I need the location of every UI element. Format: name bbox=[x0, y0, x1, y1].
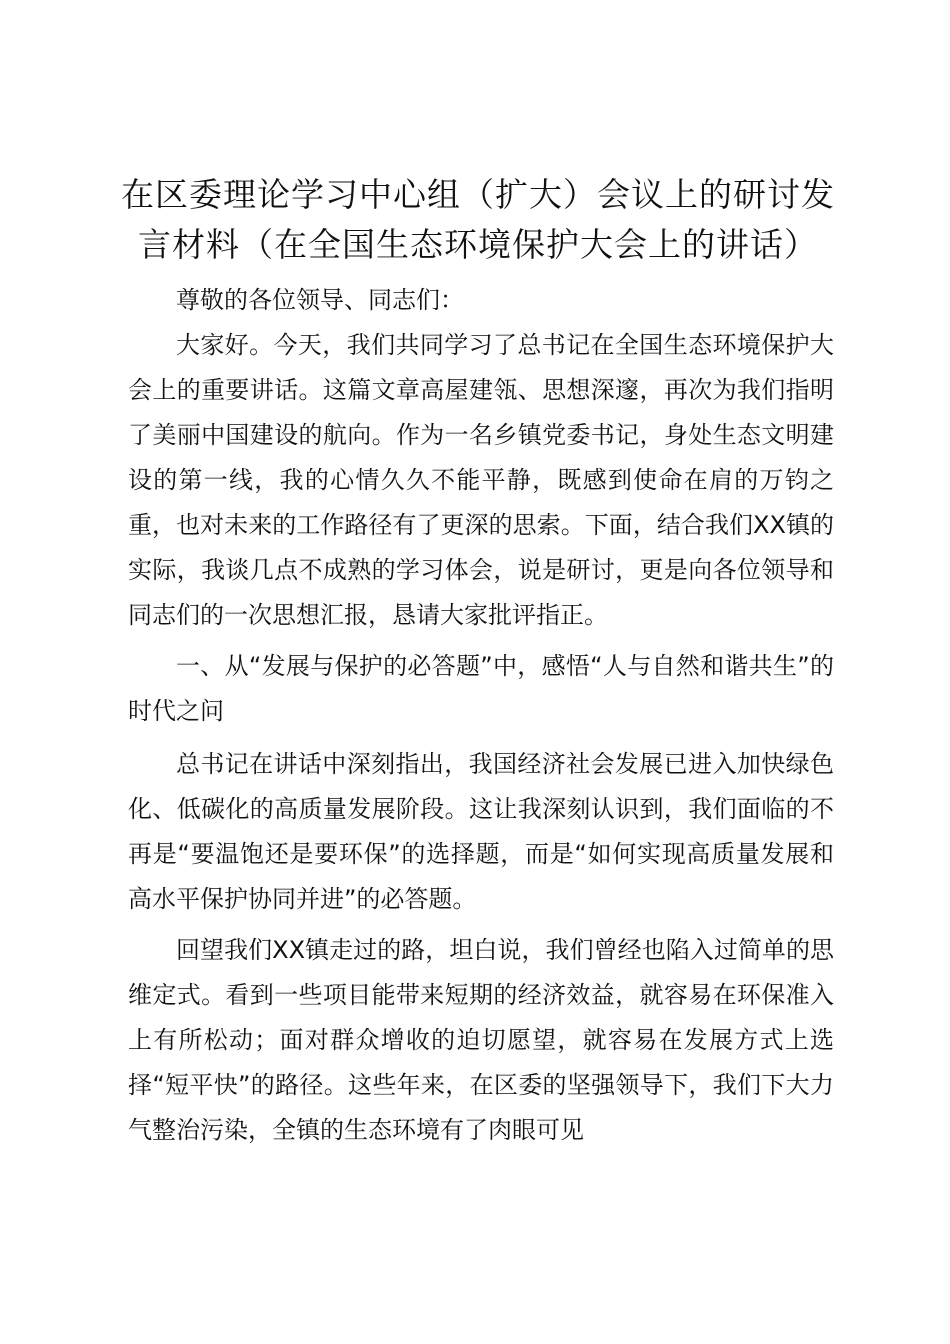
document-title bbox=[118, 170, 838, 270]
body-paragraph-1: 总书记在讲话中深刻指出，我国经济社会发展已进入加快绿色化、低碳化的高质量发展阶段。这让我深刻认识到，我们面临的不再是“要温饱还是要环保”的选择题，而是“如何实现高质量发展和高水平保护协同并进”的必答题。 bbox=[128, 750, 834, 913]
document-body bbox=[128, 278, 834, 1159]
title-line-1: 在区委理论学习中心组（扩大）会议上的研讨发 bbox=[121, 175, 835, 214]
title-line-2: 言材料（在全国生态环境保护大会上的讲话） bbox=[138, 225, 818, 264]
salutation-paragraph: 尊敬的各位领导、同志们： bbox=[176, 286, 464, 314]
opening-paragraph: 大家好。今天，我们共同学习了总书记在全国生态环境保护大会上的重要讲话。这篇文章高屋建瓴、思想深邃，再次为我们指明了美丽中国建设的航向。作为一名乡镇党委书记，身处生态文明建设的第一线，我的心情久久不能平静，既感到使命在肩的万钧之重，也对未来的工作路径有了更深的思索。下面，结合我们XX镇的实际，我谈几点不成熟的学习体会，说是研讨，更是向各位领导和同志们的一次思想汇报，恳请大家批评指正。 bbox=[128, 331, 834, 629]
body-paragraph-2: 回望我们XX镇走过的路，坦白说，我们曾经也陷入过简单的思维定式。看到一些项目能带来短期的经济效益，就容易在环保准入上有所松动；面对群众增收的迫切愿望，就容易在发展方式上选择“短平快”的路径。这些年来，在区委的坚强领导下，我们下大力气整治污染，全镇的生态环境有了肉眼可见 bbox=[128, 936, 834, 1144]
section-heading-1: 一、从“发展与保护的必答题”中，感悟“人与自然和谐共生”的时代之问 bbox=[128, 652, 834, 725]
